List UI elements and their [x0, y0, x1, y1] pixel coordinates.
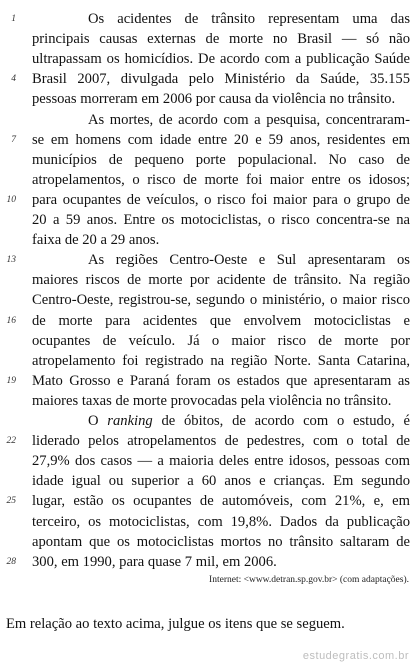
passage-line: [0, 150, 419, 170]
passage-line: [0, 451, 419, 471]
passage-line: [0, 89, 419, 109]
passage-line: [0, 471, 419, 491]
line-text: lugar, estão os ocupantes de automóveis, com 21%, e, em: [32, 493, 410, 510]
passage-line: [0, 552, 419, 572]
passage-line: [0, 130, 419, 150]
line-text: municípios de pequeno porte populacional. No caso de: [32, 151, 410, 168]
passage-line: [0, 371, 419, 391]
italic-term: ranking: [107, 413, 153, 429]
passage-line: [0, 230, 419, 250]
line-text: idade igual ou superior a 60 anos e crianças. Em segundo: [32, 473, 410, 490]
line-text: apontam que os motociclistas mortos no trânsito saltaram de: [32, 533, 410, 550]
passage-line: [0, 210, 419, 230]
passage-line: [0, 391, 419, 411]
passage-line: [0, 29, 419, 49]
line-text: Brasil 2007, divulgada pelo Ministério da Saúde, 35.155: [32, 71, 410, 88]
passage-line: [0, 351, 419, 371]
passage-line: [0, 311, 419, 331]
passage-line: [0, 411, 419, 431]
passage-line: [0, 331, 419, 351]
passage-line: [0, 69, 419, 89]
line-text: atropelamento foi registrado na região Norte. Santa Catarina,: [32, 352, 410, 369]
passage-line: [0, 250, 419, 270]
line-text: maiores taxas de morte provocadas pela violência no trânsito.: [32, 392, 392, 409]
line-text: 27,9% dos casos — a maioria deles entre idosos, pessoas com: [32, 453, 410, 470]
line-number: 25: [6, 496, 16, 507]
line-text: Centro-Oeste, registrou-se, segundo o ministério, o maior risco: [32, 292, 410, 309]
line-number: 19: [6, 375, 16, 386]
line-text: faixa de 20 a 29 anos.: [32, 232, 160, 249]
line-number: 28: [6, 556, 16, 567]
passage-line: [0, 49, 419, 69]
line-text: liderado pelos atropelamentos de pedestres, com o total de: [32, 433, 410, 450]
line-number: 16: [6, 315, 16, 326]
source-citation: Internet: <www.detran.sp.gov.br> (com adaptações).: [209, 575, 409, 585]
line-text: ocupantes de veículo. Já o maior risco de morte por: [32, 332, 410, 349]
line-text: As regiões Centro-Oeste e Sul apresentaram os: [88, 252, 410, 269]
line-text: 20 a 59 anos. Entre os motociclistas, o risco concentra-se na: [32, 212, 410, 228]
line-text: maiores riscos de morte por acidente de trânsito. Na região: [32, 272, 410, 289]
passage-line: [0, 491, 419, 511]
line-text: As mortes, de acordo com a pesquisa, concentraram-: [88, 111, 410, 128]
passage-line: [0, 290, 419, 310]
line-text: 300, em 1990, para quase 7 mil, em 2006.: [32, 553, 277, 570]
line-text: Os acidentes de trânsito representam uma das: [88, 11, 410, 27]
passage-line: [0, 190, 419, 210]
passage-line: [0, 9, 419, 29]
line-text: atropelamentos, o risco de morte foi maior entre os idosos;: [32, 171, 410, 188]
line-text: O ranking de óbitos, de acordo com o estudo, é: [88, 413, 410, 429]
line-text: Mato Grosso e Paraná foram os estados que apresentaram as: [32, 372, 410, 389]
line-number: 7: [11, 134, 16, 145]
line-number: 13: [6, 255, 16, 266]
line-text: principais causas externas de morte no Brasil — só não: [32, 31, 410, 48]
line-text: terceiro, os motociclistas, com 19,8%. Dados da publicação: [32, 513, 410, 530]
line-text: se em homens com idade entre 20 e 59 anos, residentes em: [32, 131, 410, 148]
passage-line: [0, 170, 419, 190]
line-text: de morte para acidentes que envolvem motociclistas e: [32, 312, 410, 329]
line-number: 22: [6, 436, 16, 447]
line-number: 4: [11, 74, 16, 85]
line-number: 1: [11, 14, 16, 24]
passage-line: [0, 110, 419, 130]
passage-line: [0, 270, 419, 290]
line-text: pessoas morreram em 2006 por causa da violência no trânsito.: [32, 91, 396, 108]
question-prompt: Em relação ao texto acima, julgue os itens que se seguem.: [6, 616, 345, 632]
line-text: para ocupantes de veículos, o risco foi maior para o grupo de: [32, 191, 410, 208]
passage-line: [0, 431, 419, 451]
passage-line: [0, 532, 419, 552]
watermark: estudegratis.com.br: [302, 650, 409, 662]
line-number: 10: [6, 194, 16, 205]
passage-line: [0, 512, 419, 532]
line-text: ultrapassam os homicídios. De acordo com a publicação Saúde: [32, 51, 410, 68]
